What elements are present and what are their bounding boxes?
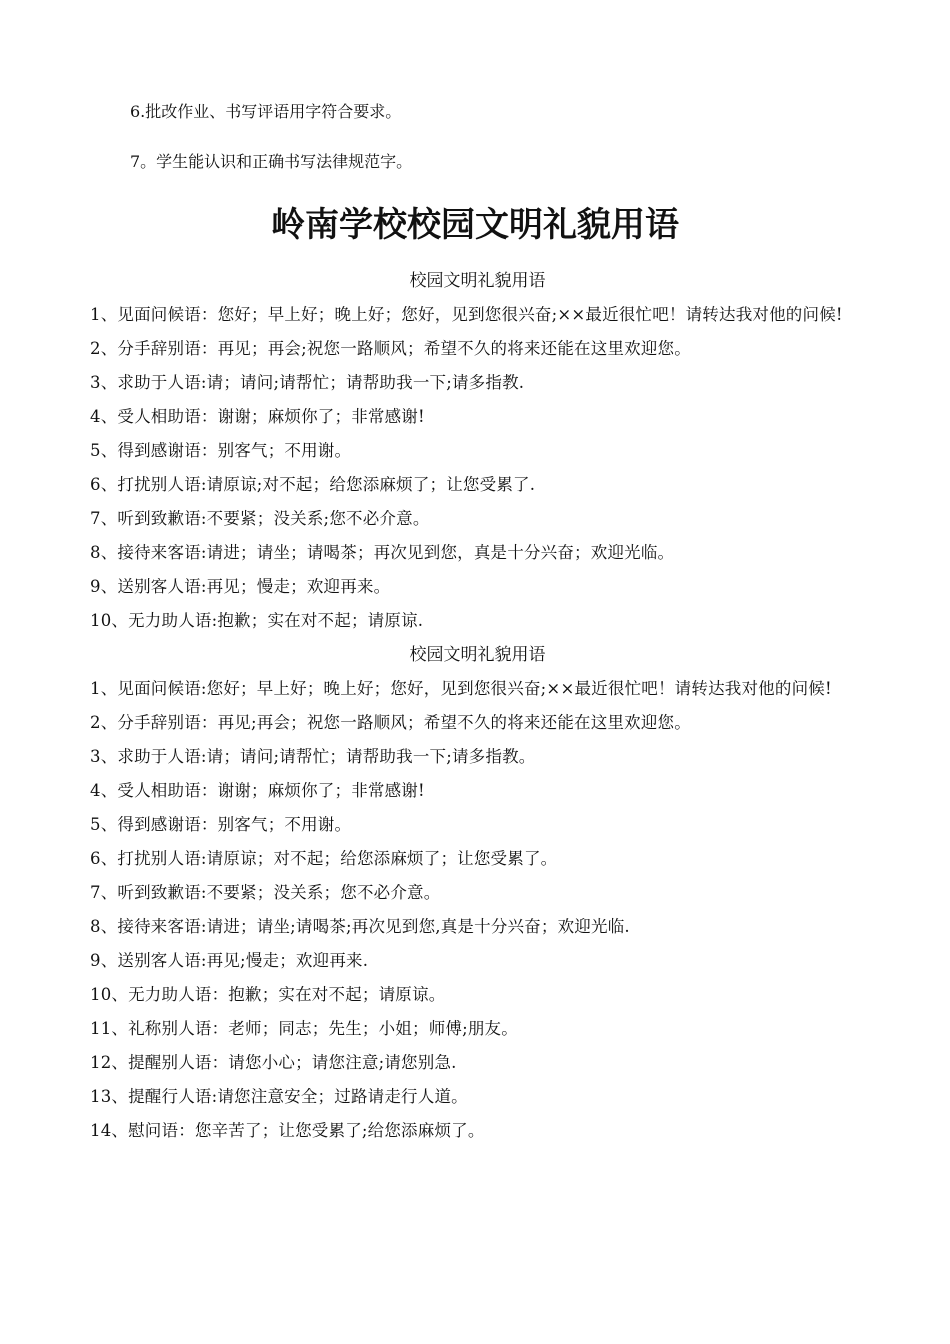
section-2: [90, 638, 865, 1148]
list-item: 4、受人相助语：谢谢；麻烦你了；非常感谢!: [90, 407, 425, 426]
list-item: 2、分手辞别语：再见;再会；祝您一路顺风；希望不久的将来还能在这里欢迎您。: [90, 713, 691, 732]
list-item: 3、求助于人语:请；请问;请帮忙；请帮助我一下;请多指教.: [90, 373, 525, 392]
list-item: 11、礼称别人语：老师；同志；先生；小姐；师傅;朋友。: [90, 1019, 518, 1038]
list-item: 7、听到致歉语:不要紧；没关系；您不必介意。: [90, 883, 441, 902]
list-item: 12、提醒别人语：请您小心；请您注意;请您别急.: [90, 1053, 457, 1072]
intro-item: 7。学生能认识和正确书写法律规范字。: [130, 152, 413, 171]
list-item: 5、得到感谢语：别客气；不用谢。: [90, 815, 352, 834]
list-item: 1、见面问候语:您好；早上好；晚上好；您好，见到您很兴奋;××最近很忙吧！请转达我对他的问候!: [90, 679, 832, 698]
list-item: 9、送别客人语:再见;慢走；欢迎再来.: [90, 951, 369, 970]
section-heading: 校园文明礼貌用语: [409, 271, 546, 291]
list-item: 2、分手辞别语：再见；再会;祝您一路顺风；希望不久的将来还能在这里欢迎您。: [90, 339, 691, 358]
list-item: 8、接待来客语:请进；请坐；请喝茶；再次见到您，真是十分兴奋；欢迎光临。: [90, 543, 675, 562]
list-item: 5、得到感谢语：别客气；不用谢。: [90, 441, 352, 460]
document-body: [90, 264, 865, 1148]
list-item: 9、送别客人语:再见；慢走；欢迎再来。: [90, 577, 391, 596]
list-item: 1、见面问候语：您好；早上好；晚上好；您好，见到您很兴奋;××最近很忙吧！请转达我对他的问候!: [90, 305, 843, 324]
intro-list: [130, 100, 890, 174]
list-item: 6、打扰别人语:请原谅;对不起；给您添麻烦了；让您受累了.: [90, 475, 536, 494]
section-1: [90, 264, 865, 638]
list-item: 14、慰问语：您辛苦了；让您受累了;给您添麻烦了。: [90, 1121, 485, 1140]
section-heading: 校园文明礼貌用语: [409, 645, 546, 665]
list-item: 13、提醒行人语:请您注意安全；过路请走行人道。: [90, 1087, 468, 1106]
list-item: 10、无力助人语：抱歉；实在对不起；请原谅。: [90, 985, 446, 1004]
list-item: 3、求助于人语:请；请问;请帮忙；请帮助我一下;请多指教。: [90, 747, 536, 766]
list-item: 8、接待来客语:请进；请坐;请喝茶;再次见到您,真是十分兴奋；欢迎光临.: [90, 917, 630, 936]
list-item: 4、受人相助语：谢谢；麻烦你了；非常感谢!: [90, 781, 425, 800]
list-item: 6、打扰别人语:请原谅；对不起；给您添麻烦了；让您受累了。: [90, 849, 558, 868]
intro-item: 6.批改作业、书写评语用字符合要求。: [130, 102, 402, 121]
list-item: 10、无力助人语:抱歉；实在对不起；请原谅.: [90, 611, 424, 630]
list-item: 7、听到致歉语:不要紧；没关系;您不必介意。: [90, 509, 430, 528]
document-title: 岭南学校校园文明礼貌用语: [271, 205, 679, 245]
